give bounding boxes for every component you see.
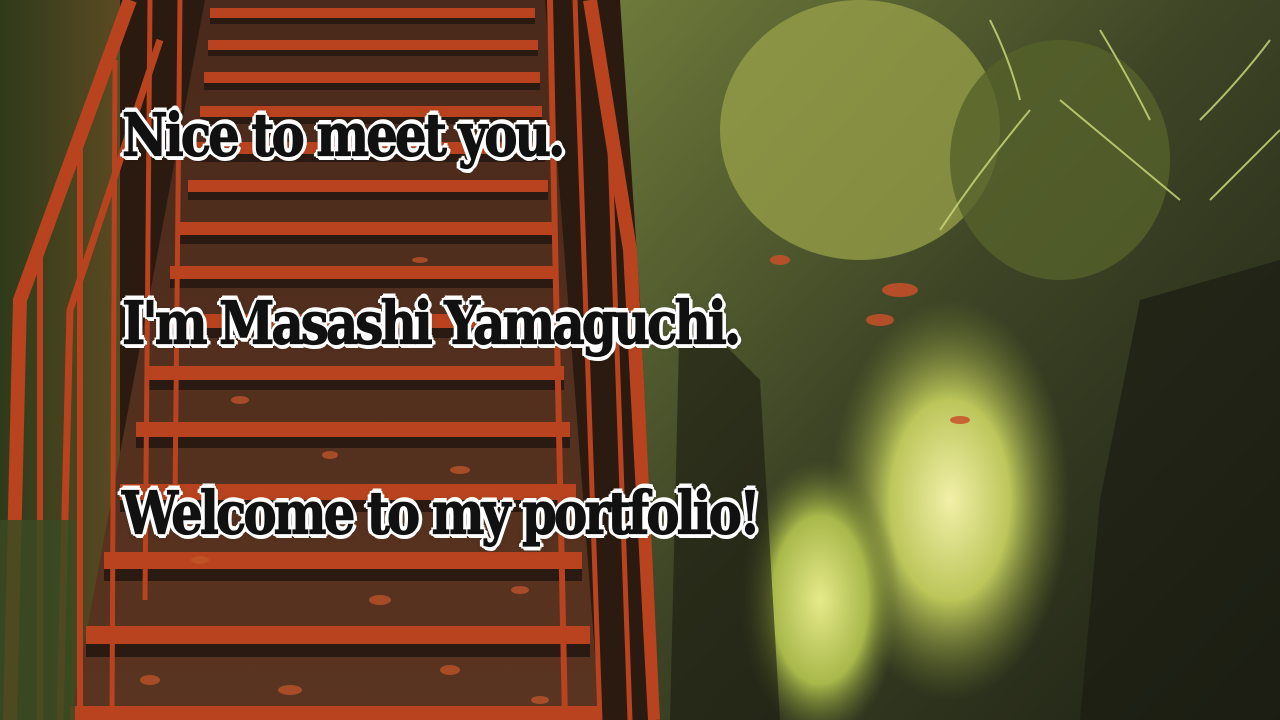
moss-patch-right — [950, 40, 1170, 280]
greeting-line-3: Welcome to my portfolio! — [122, 478, 758, 548]
greeting-line-2: I'm Masashi Yamaguchi. — [122, 288, 739, 358]
left-post-moss — [0, 520, 75, 720]
greeting-line-1: Nice to meet you. — [122, 100, 563, 170]
